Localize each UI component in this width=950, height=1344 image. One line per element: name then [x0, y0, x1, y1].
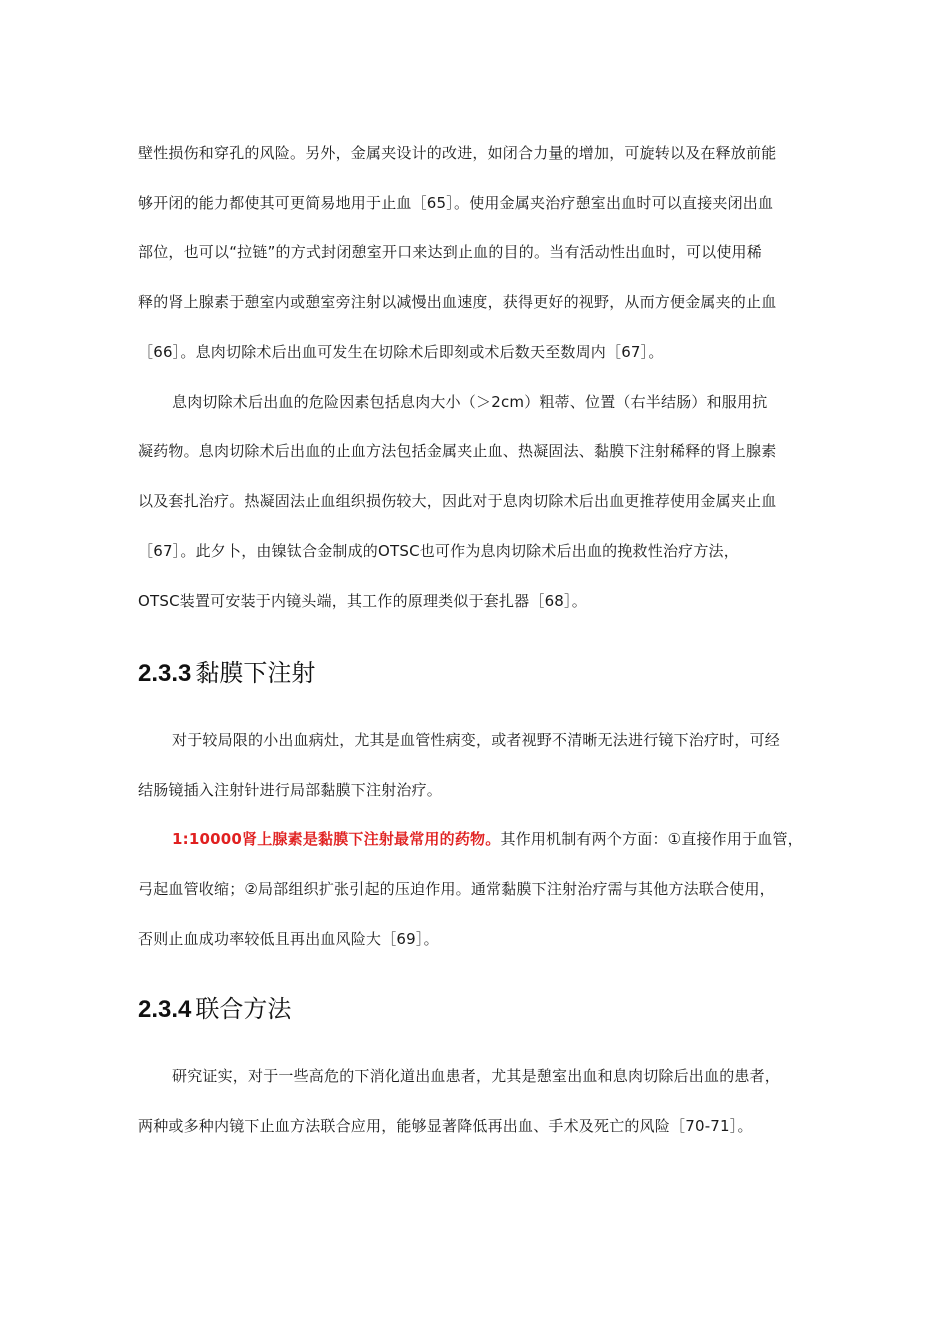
paragraph-line: 壁性损伤和穿孔的风险。另外，金属夹设计的改进，如闭合力量的增加，可旋转以及在释放前能	[138, 144, 777, 162]
paragraph-line: 息肉切除术后出血的危险因素包括息肉大小（＞2cm）粗蒂、位置（右半结肠）和服用抗	[172, 393, 768, 411]
section-number: 2.3.4	[138, 996, 192, 1023]
paragraph-line: ［67］。此夕卜，由镍钛合金制成的OTSC也可作为息肉切除术后出血的挽救性治疗方法，	[138, 542, 739, 560]
paragraph-line: 够开闭的能力都使其可更简易地用于止血［65］。使用金属夹治疗憩室出血时可以直接夹闭出血	[138, 194, 774, 212]
paragraph-line: 部位，也可以“拉链”的方式封闭憩室开口来达到止血的目的。当有活动性出血时，可以使用稀	[138, 243, 762, 261]
paragraph-line: ［66］。息肉切除术后出血可发生在切除术后即刻或术后数天至数周内［67］。	[138, 343, 664, 361]
paragraph-line: 研究证实，对于一些高危的下消化道出血患者，尤其是憩室出血和息肉切除后出血的患者，	[172, 1067, 781, 1085]
paragraph-line: 两种或多种内镜下止血方法联合应用，能够显著降低再出血、手术及死亡的风险［70-71］。	[138, 1117, 753, 1135]
section-heading-2-3-4	[138, 994, 291, 1025]
paragraph-line	[172, 829, 803, 849]
paragraph-line: 结肠镜插入注射针进行局部黏膜下注射治疗。	[138, 781, 443, 799]
paragraph-line: 以及套扎治疗。热凝固法止血组织损伤较大，因此对于息肉切除术后出血更推荐使用金属夹止血	[138, 492, 777, 510]
section-title: 联合方法	[195, 995, 292, 1023]
paragraph-line: 对于较局限的小出血病灶，尤其是血管性病变，或者视野不清晰无法进行镜下治疗时，可经	[172, 731, 781, 749]
section-number: 2.3.3	[138, 660, 192, 687]
paragraph-line: 弓起血管收缩；②局部组织扩张引起的压迫作用。通常黏膜下注射治疗需与其他方法联合使用，	[138, 880, 775, 898]
section-heading-2-3-3	[138, 658, 315, 689]
paragraph-line: 凝药物。息肉切除术后出血的止血方法包括金属夹止血、热凝固法、黏膜下注射稀释的肾上腺素	[138, 442, 777, 460]
highlighted-text: 1:10000肾上腺素是黏膜下注射最常用的药物。	[172, 830, 501, 848]
paragraph-line: 否则止血成功率较低且再出血风险大［69］。	[138, 930, 439, 948]
paragraph-line: OTSC装置可安装于内镜头端，其工作的原理类似于套扎器［68］。	[138, 592, 587, 610]
section-title: 黏膜下注射	[195, 659, 316, 687]
paragraph-line: 释的肾上腺素于憩室内或憩室旁注射以减慢出血速度，获得更好的视野，从而方便金属夹的止血	[138, 293, 777, 311]
paragraph-text: 其作用机制有两个方面：①直接作用于血管，	[500, 830, 803, 848]
